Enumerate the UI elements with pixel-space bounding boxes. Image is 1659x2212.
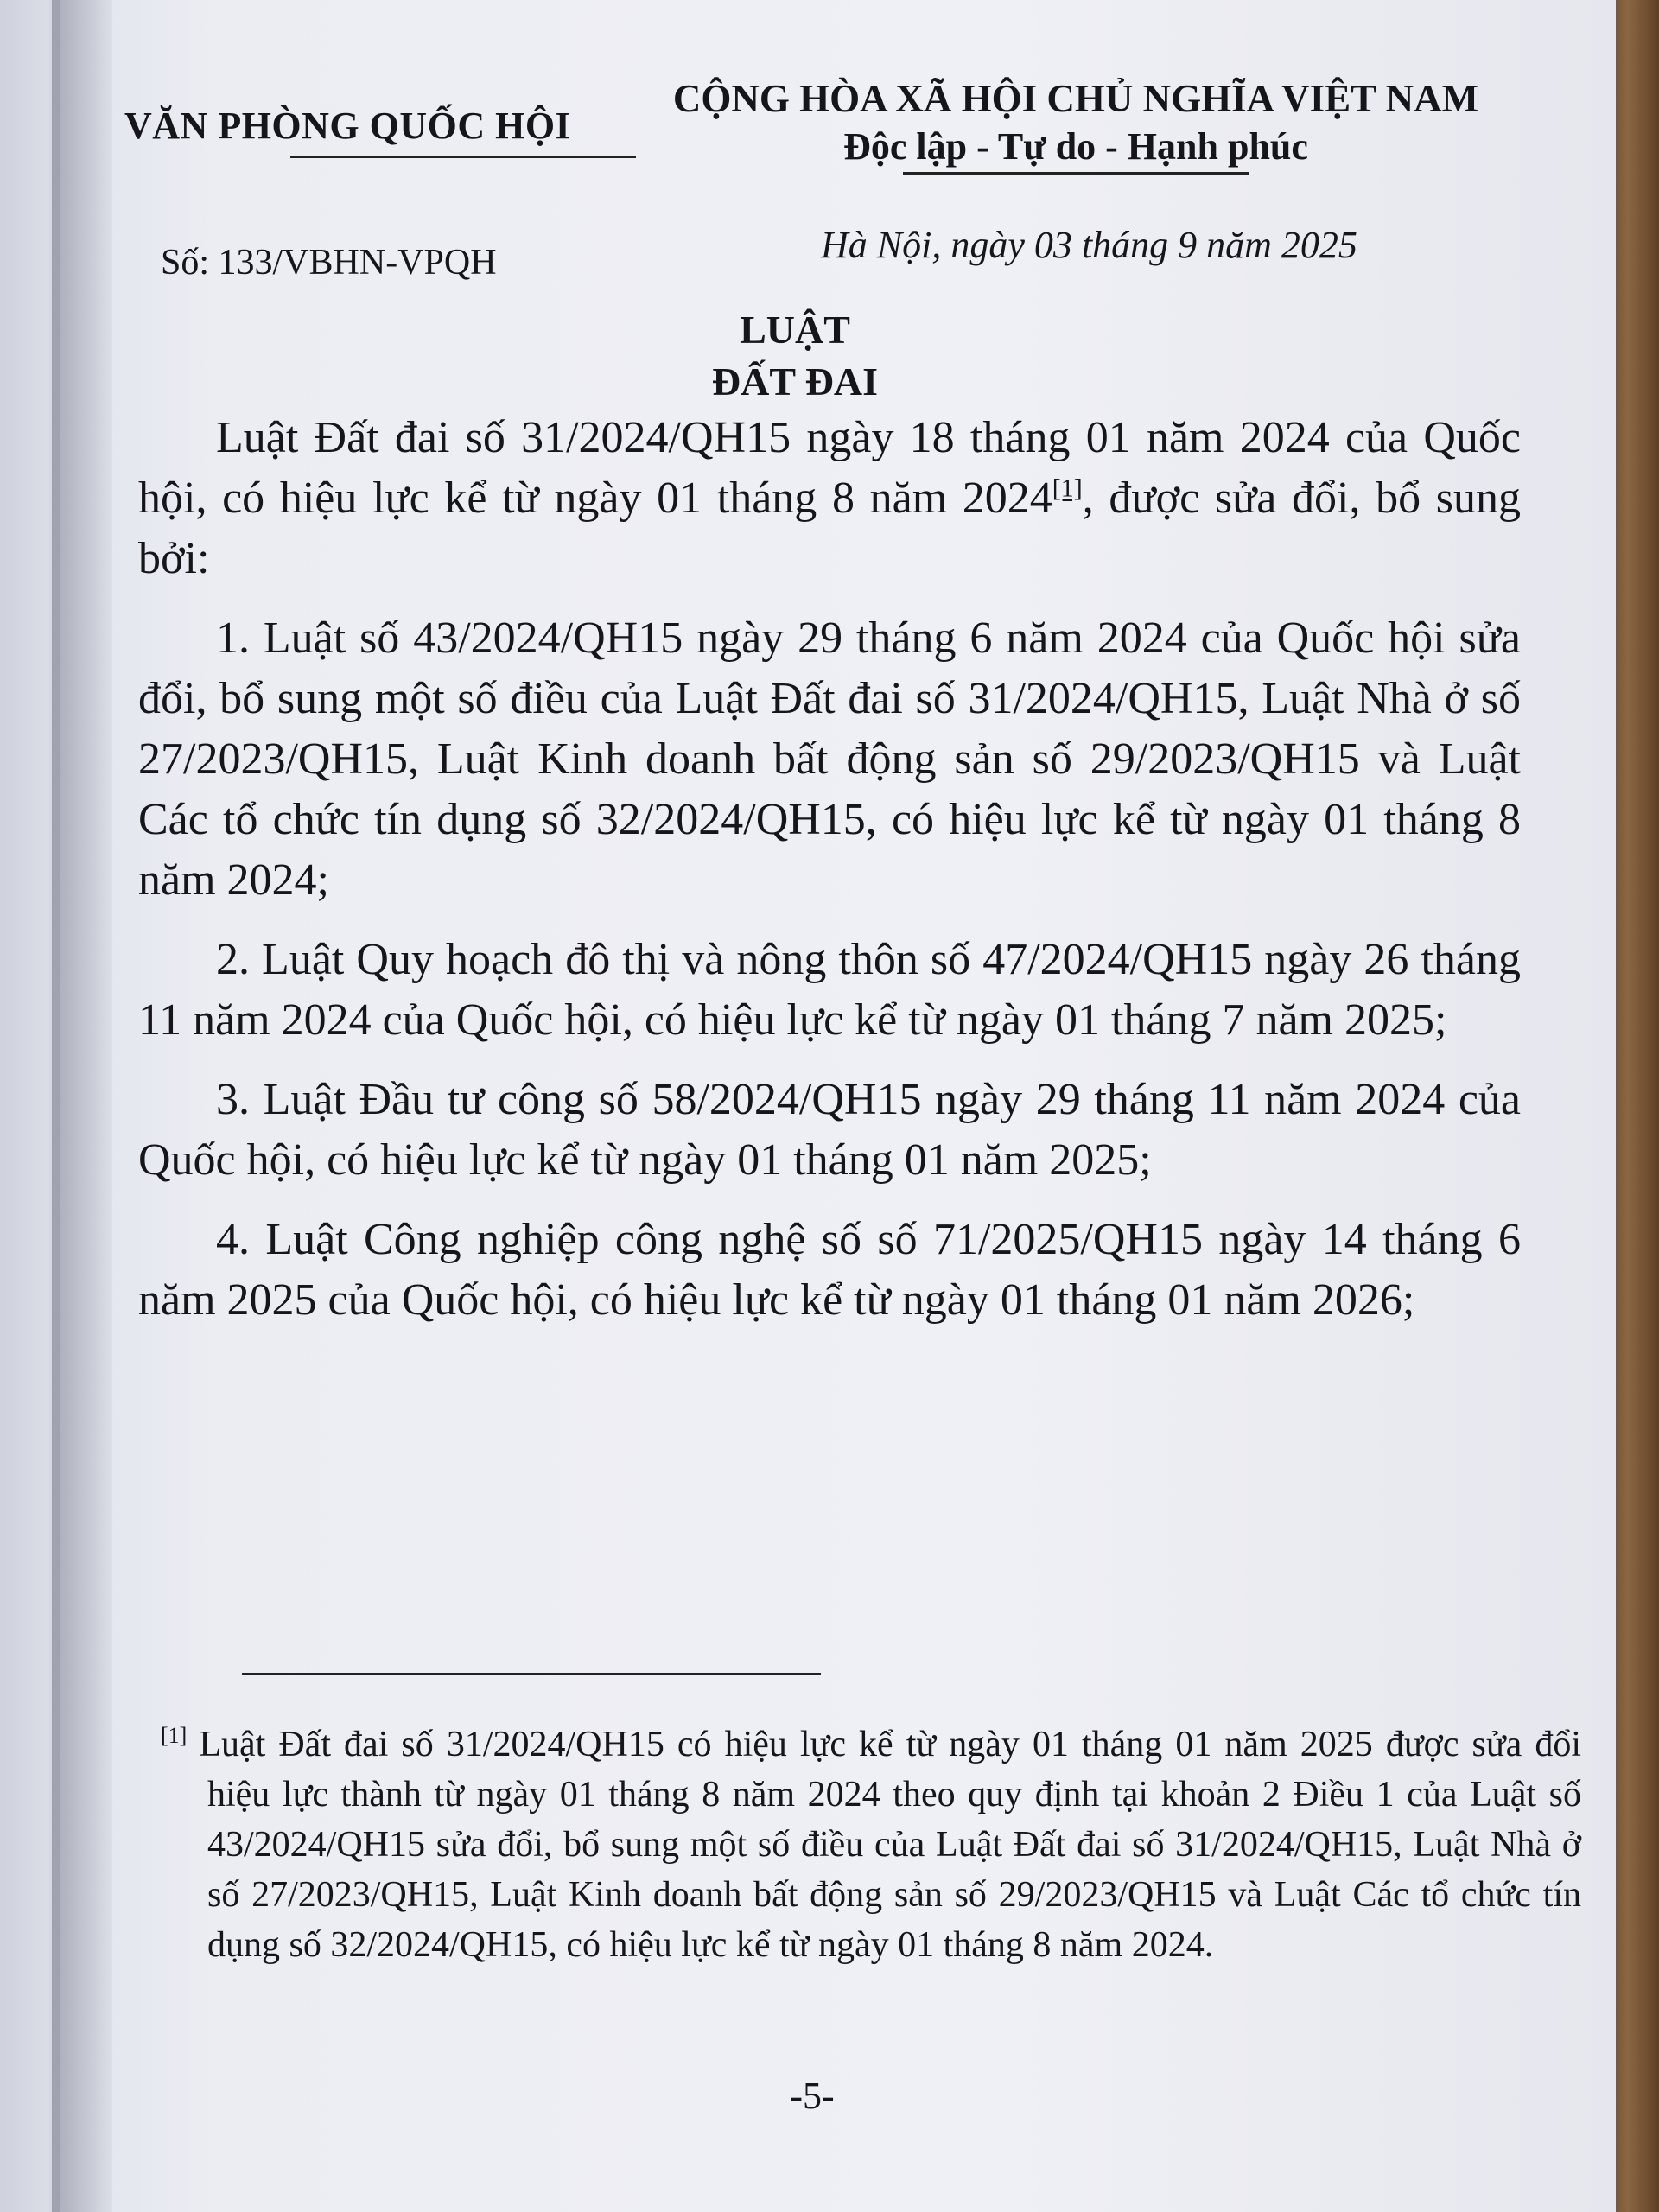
place-and-date: Hà Nội, ngày 03 tháng 9 năm 2025 [821,224,1357,266]
list-item: 2. Luật Quy hoạch đô thị và nông thôn số 47/2024/QH15 ngày 26 tháng 11 năm 2024 của Quốc hội, có hiệu lực kể từ ngày 01 tháng 7 năm 2025; [138,935,1521,1045]
footnote-separator [242,1673,821,1675]
intro-tail: , được sửa đổi, bổ sung bởi: [138,474,1521,583]
issuing-agency [124,104,570,148]
document-number: Số: 133/VBHN-VPQH [161,243,497,283]
nation-name: CỘNG HÒA XÃ HỘI CHỦ NGHĨA VIỆT NAM [672,77,1479,120]
intro-text: Luật Đất đai số 31/2024/QH15 ngày 18 tháng 01 năm 2024 của Quốc hội, có hiệu lực kể từ ngày 01 tháng 8 năm 2024 [138,413,1521,523]
footnote [161,1719,1581,1970]
footnote-reference: [1] [1052,474,1083,503]
agency-underline [290,156,636,158]
agency-name: VĂN PHÒNG QUỐC HỘI [124,105,571,147]
national-heading [631,76,1521,175]
national-motto: Độc lập - Tự do - Hạnh phúc [843,125,1308,168]
list-item: 1. Luật số 43/2024/QH15 ngày 29 tháng 6 năm 2024 của Quốc hội sửa đổi, bổ sung một số điều của Luật Đất đai số 31/2024/QH15, Luật Nhà ở số 27/2023/QH15, Luật Kinh doanh bất động sản số 29/2023/QH15 và Luật Các tổ chức tín dụng số 32/2024/QH15, có hiệu lực kể từ ngày 01 tháng 8 năm 2024; [138,613,1521,905]
intro-paragraph [138,408,1521,589]
page-number: -5- [790,2075,835,2117]
document-body [138,408,1521,1350]
page-content [69,0,1581,2212]
list-item: 3. Luật Đầu tư công số 58/2024/QH15 ngày 29 tháng 11 năm 2024 của Quốc hội, có hiệu lực kể từ ngày 01 tháng 01 năm 2025; [138,1075,1521,1185]
list-item: 4. Luật Công nghiệp công nghệ số số 71/2025/QH15 ngày 14 tháng 6 năm 2025 của Quốc hội, có hiệu lực kể từ ngày 01 tháng 01 năm 2026; [138,1215,1521,1325]
title-line-1: LUẬT [740,308,850,352]
document-title [69,304,1521,408]
footnote-text: Luật Đất đai số 31/2024/QH15 có hiệu lực kể từ ngày 01 tháng 01 năm 2025 được sửa đổi hiệu lực thành từ ngày 01 tháng 8 năm 2024 theo quy định tại khoản 2 Điều 1 của Luật số 43/2024/QH15 sửa đổi, bổ sung một số điều của Luật Đất đai số 31/2024/QH15, Luật Nhà ở số 27/2023/QH15, Luật Kinh doanh bất động sản số 29/2023/QH15 và Luật Các tổ chức tín dụng số 32/2024/QH15, có hiệu lực kể từ ngày 01 tháng 8 năm 2024. [199,1725,1581,1965]
title-line-2: ĐẤT ĐAI [711,359,879,404]
motto-underline [903,172,1249,175]
footnote-marker: [1] [161,1723,188,1748]
